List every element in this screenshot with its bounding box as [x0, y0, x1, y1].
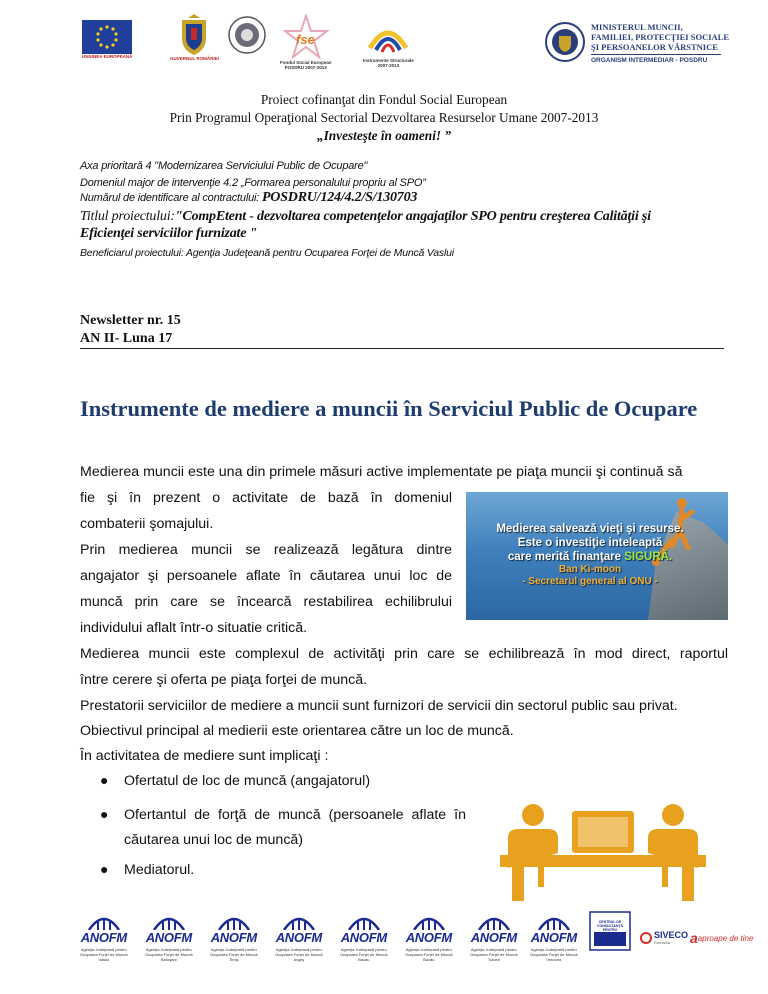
mediation-quote-image: [466, 492, 728, 620]
government-caption: GUVERNUL ROMÂNIEI: [170, 56, 219, 61]
anofm-text: ANOFM: [405, 930, 452, 945]
footer-logo-consultancy-centre: [588, 910, 632, 952]
anofm-arch-icon: [217, 914, 251, 930]
bullet-item-2-cont: căutarea unui loc de muncă): [124, 832, 304, 848]
paragraph-3-line-2: între cerere şi oferta pe piaţa forţei de muncă.: [80, 672, 368, 688]
newsletter-period: AN II- Luna 17: [80, 331, 173, 346]
project-title-value: "CompEtent - dezvoltarea competenţelor angajaţilor SPO pentru creşterea Calităţii şi: [174, 209, 651, 224]
contract-value: POSDRU/124/4.2/S/130703: [261, 190, 418, 205]
anofm-text: ANOFM: [340, 930, 387, 945]
beneficiary-line: Beneficiarul proiectului: Agenţia Judeţeană pentru Ocuparea Forţei de Muncă Vaslui: [80, 247, 454, 259]
paragraph-1-line-3: combaterii şomajului.: [80, 516, 214, 532]
footer-caption: Agenţia Judeţeană pentru Ocuparea Forţei de Muncă Bacău: [340, 947, 388, 962]
anofm-text: ANOFM: [470, 930, 517, 945]
footer-caption: Agenţia Judeţeană pentru Ocuparea Forţei de Muncă Argeş: [275, 947, 323, 962]
anofm-text: ANOFM: [275, 930, 322, 945]
quote-line-2: Este o investiţie inteleaptă: [517, 537, 663, 549]
consultancy-caption: CENTRUL DE CONSULTANŢĂ PENTRU ADMINISTRAŢII: [596, 920, 624, 936]
ministry-divider: [591, 54, 721, 55]
quote-author-role: - Secretarul general al ONU -: [522, 576, 658, 587]
footer-logo-buzau: [405, 914, 453, 962]
ministry-name: MINISTERUL MUNCII, FAMILIEI, PROTECŢIEI SOCIALE ŞI PERSOANELOR VÂRSTNICE: [591, 22, 729, 52]
footer-logo-bacau: [340, 914, 388, 962]
project-title-value-2: Eficienţei serviciilor furnizate ": [80, 226, 258, 241]
quote-line-3b: SIGURĂ.: [624, 551, 673, 563]
anofm-text: ANOFM: [80, 930, 127, 945]
aproape-text: aproape de tine: [697, 933, 754, 943]
quote-line-1: Medierea salvează vieţi şi resurse.: [496, 523, 684, 535]
anofm-arch-icon: [412, 914, 446, 930]
footer-caption: Agenţia Judeţeană pentru Ocuparea Forţei de Muncă Vrancea: [530, 947, 578, 962]
project-title-label: Titlul proiectului:: [80, 209, 175, 224]
meeting-illustration: [478, 793, 728, 904]
paragraph-3-line-1: Medierea muncii este complexul de activităţi prin care se echilibrează în mod direct, raportul: [80, 646, 728, 662]
structural-instruments-logo: [363, 14, 414, 68]
anofm-arch-icon: [87, 914, 121, 930]
siveco-text: SIVECO: [654, 930, 689, 940]
paragraph-2-line-2: angajator şi persoanele aflate în căutarea unui loc de: [80, 568, 452, 584]
bullet-item-3: Mediatorul.: [124, 862, 195, 878]
coat-of-arms-icon: [177, 14, 211, 56]
anofm-text: ANOFM: [210, 930, 257, 945]
footer-logo-tulcea: [470, 914, 518, 962]
footer-caption: Agenţia Judeţeană pentru Ocuparea Forţei de Muncă Buzău: [405, 947, 453, 962]
ministry-logo: [545, 22, 729, 64]
footer-caption: Agenţia Judeţeană pentru Ocuparea Forţei de Muncă Tulcea: [470, 947, 518, 962]
newsletter-number: Newsletter nr. 15: [80, 313, 181, 328]
footer-caption: Agenţia Judeţeană pentru Ocuparea Forţei de Muncă Timiş: [210, 947, 258, 962]
seal-icon: [228, 16, 266, 54]
bullet-icon: ●: [100, 861, 109, 877]
quote-line-3a: care merită finanţare: [507, 551, 625, 563]
contract-line: [80, 190, 740, 207]
meeting-table-icon: [478, 793, 728, 904]
anofm-arch-icon: [477, 914, 511, 930]
structural-instruments-icon: [366, 14, 410, 58]
bullet-icon: ●: [100, 806, 109, 822]
footer-logo-timis: [210, 914, 258, 962]
bullet-icon: ●: [100, 772, 109, 788]
footer-logo-siveco: [640, 930, 688, 945]
aproape-a-icon: a: [690, 930, 698, 946]
structural-instruments-caption: Instrumente Structurale 2007-2013: [363, 58, 414, 69]
anofm-arch-icon: [537, 914, 571, 930]
paragraph-1-line-1: Medierea muncii este una din primele măsuri active implementate pe piaţa muncii şi continuă să: [80, 464, 683, 480]
footer-caption: Agenţia Judeţeană pentru Ocuparea Forţei de Muncă Botoşani: [145, 947, 193, 962]
bullet-item-2: Ofertantul de forţă de muncă (persoanele aflate în: [124, 807, 466, 823]
section-divider: [80, 348, 724, 349]
paragraph-2-line-4: individului aflalt într-o situatie critică.: [80, 620, 308, 636]
fse-star-icon: [282, 14, 330, 60]
project-title-line-2: [80, 226, 740, 243]
quote-line-3: [470, 550, 710, 564]
quote-text: [470, 522, 710, 588]
paragraph-6: În activitatea de mediere sunt implicaţi :: [80, 748, 329, 764]
eu-flag-icon: [82, 20, 132, 54]
bullet-item-1: Ofertatul de loc de muncă (angajatorul): [124, 773, 371, 789]
priority-axis: Axa prioritară 4 "Modernizarea Serviciului Public de Ocupare": [80, 160, 368, 172]
footer-logo-arges: [275, 914, 323, 962]
programme-line: Prin Programul Operaţional Sectorial Dezvoltarea Resurselor Umane 2007-2013: [169, 110, 599, 125]
paragraph-4: Prestatorii serviciilor de mediere a muncii sunt furnizori de servicii din sectorul public sau privat.: [80, 698, 678, 714]
article-title: Instrumente de mediere a muncii în Serviciul Public de Ocupare: [80, 396, 698, 421]
fse-mark-text: fse: [295, 32, 315, 47]
siveco-swirl-icon: [640, 932, 652, 944]
footer-logo-botosani: [145, 914, 193, 962]
anofm-arch-icon: [347, 914, 381, 930]
ministry-sub: ORGANISM INTERMEDIAR - POSDRU: [591, 57, 708, 64]
paragraph-5: Obiectivul principal al medierii este orientarea către un loc de muncă.: [80, 723, 514, 739]
footer-logo-vaslui: [80, 914, 128, 962]
fse-logo: [280, 14, 332, 70]
eu-caption: UNIUNEA EUROPEANĂ: [82, 54, 133, 59]
motto-line: „Investeşte în oameni! ”: [316, 128, 452, 143]
anofm-arch-icon: [282, 914, 316, 930]
project-title-line: [80, 209, 740, 226]
ministry-emblem-icon: [545, 22, 585, 62]
footer-logo-vrancea: [530, 914, 578, 962]
seal-logo: [228, 16, 266, 54]
paragraph-2-line-1: Prin medierea muncii se realizează legătura dintre: [80, 542, 452, 558]
intervention-domain: Domeniul major de intervenţie 4.2 „Formarea personalului propriu al SPO”: [80, 177, 426, 189]
paragraph-1-line-2: fie şi în prezent o activitate de bază în domeniul: [80, 490, 452, 506]
fse-caption: Fondul Social European POSDRU 2007-2013: [280, 60, 332, 71]
paragraph-2-line-3: muncă prin care se încearcă restabilirea echilibrului: [80, 594, 452, 610]
anofm-arch-icon: [152, 914, 186, 930]
cofinance-line: Proiect cofinanţat din Fondul Social European: [260, 92, 508, 107]
anofm-text: ANOFM: [530, 930, 577, 945]
footer-logo-aproape: [690, 930, 753, 946]
quote-author: Ban Ki-moon: [558, 564, 622, 575]
siveco-tag: Romania: [654, 940, 671, 945]
contract-label: Numărul de identificare al contractului:: [80, 192, 262, 204]
government-logo: [170, 14, 219, 61]
eu-logo: [82, 20, 132, 59]
footer-caption: Agenţia Judeţeană pentru Ocuparea Forţei de Muncă Vaslui: [80, 947, 128, 962]
anofm-text: ANOFM: [145, 930, 192, 945]
